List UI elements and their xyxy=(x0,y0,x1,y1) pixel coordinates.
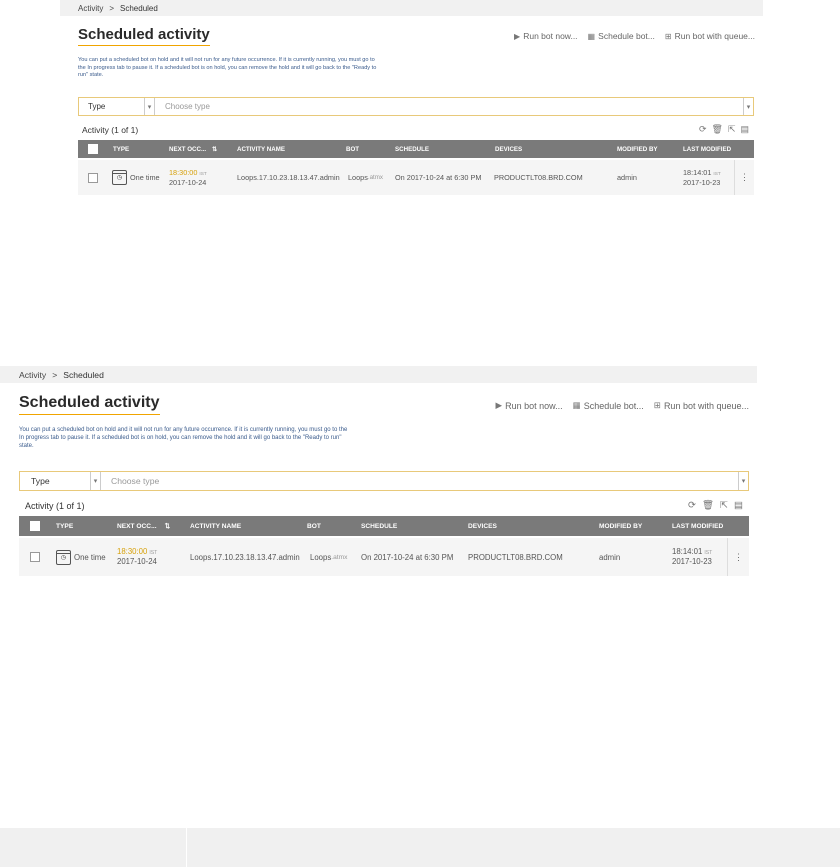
header-modified-by[interactable]: MODIFIED BY xyxy=(617,145,658,153)
row-next-occurrence xyxy=(169,160,207,195)
page-description: You can put a scheduled bot on hold and it will not run for any future occurrence. If it is currently running, you must go to the In progress tab to pause it. If a scheduled bot is on hold, you can remove the hold and it will go back to the "Ready to run" state. xyxy=(78,57,377,79)
play-icon: ▶ xyxy=(514,31,521,41)
schedule-bot-button[interactable] xyxy=(573,400,644,411)
play-icon: ▶ xyxy=(495,400,503,410)
queue-icon: ⊞ xyxy=(664,31,672,41)
bot-extension: .atmx xyxy=(331,553,348,561)
columns-icon[interactable]: ▤ xyxy=(734,500,743,511)
scheduled-activity-panel-top xyxy=(60,0,763,200)
run-bot-with-queue-label: Run bot with queue... xyxy=(663,400,749,411)
row-bot[interactable] xyxy=(310,538,347,576)
header-devices[interactable]: DEVICES xyxy=(468,522,497,530)
next-timezone: IST xyxy=(149,550,158,557)
breadcrumb-separator: > xyxy=(109,3,115,13)
row-type-label: One time xyxy=(74,552,106,562)
breadcrumb-current: Scheduled xyxy=(63,369,104,380)
row-last-modified xyxy=(672,538,712,576)
export-icon[interactable]: ⇱ xyxy=(720,500,729,511)
export-icon[interactable]: ⇱ xyxy=(727,124,736,134)
header-bot[interactable]: BOT xyxy=(307,522,321,530)
next-timezone: IST xyxy=(199,171,207,177)
type-filter xyxy=(19,471,749,491)
row-last-modified xyxy=(683,160,721,195)
run-bot-now-button[interactable] xyxy=(496,400,563,411)
select-all-checkbox[interactable] xyxy=(30,516,40,536)
bottom-bar-divider xyxy=(186,828,187,867)
breadcrumb-activity-link[interactable]: Activity xyxy=(19,369,47,380)
row-device: PRODUCTLT08.BRD.COM xyxy=(468,552,563,562)
last-timezone: IST xyxy=(704,550,713,557)
schedule-bot-button[interactable] xyxy=(588,31,655,41)
breadcrumb xyxy=(0,366,757,383)
header-schedule[interactable]: SCHEDULE xyxy=(395,145,430,153)
action-bar xyxy=(514,31,755,41)
breadcrumb xyxy=(60,0,763,16)
chevron-down-icon[interactable]: ▾ xyxy=(738,472,748,490)
type-select-label: Type xyxy=(31,476,50,486)
activity-count: Activity (1 of 1) xyxy=(25,501,85,511)
type-select[interactable] xyxy=(20,472,91,490)
refresh-icon[interactable]: ⟳ xyxy=(688,500,696,511)
header-next-label: NEXT OCC... xyxy=(117,522,157,530)
run-bot-now-button[interactable] xyxy=(514,31,578,41)
sort-icon[interactable]: ⇅ xyxy=(212,145,218,153)
header-modified-by[interactable]: MODIFIED BY xyxy=(599,522,643,530)
row-schedule: On 2017-10-24 at 6:30 PM xyxy=(395,173,482,182)
row-type-label: One time xyxy=(130,173,160,182)
table-row[interactable] xyxy=(19,538,749,576)
header-next-occurrence[interactable] xyxy=(169,140,217,158)
next-time: 18:30:00 xyxy=(117,547,148,557)
type-filter xyxy=(78,97,754,116)
type-select[interactable] xyxy=(79,98,145,115)
bot-name: Loops xyxy=(310,552,332,562)
trash-icon[interactable]: 🗑 xyxy=(711,124,723,134)
row-modified-by: admin xyxy=(599,552,621,562)
schedule-bot-label: Schedule bot... xyxy=(583,400,644,411)
scheduled-activity-panel-bottom xyxy=(0,366,757,581)
choose-type-input[interactable]: Choose type xyxy=(165,102,210,111)
table-row[interactable] xyxy=(78,160,754,195)
table-toolbar xyxy=(688,500,743,511)
page-title: Scheduled activity xyxy=(19,394,160,415)
calendar-clock-icon: ◷ xyxy=(56,550,71,565)
type-select-label: Type xyxy=(88,102,106,111)
run-bot-with-queue-label: Run bot with queue... xyxy=(674,31,755,41)
run-bot-now-label: Run bot now... xyxy=(523,31,578,41)
table-toolbar xyxy=(699,124,749,135)
page-title: Scheduled activity xyxy=(78,26,210,46)
next-date: 2017-10-24 xyxy=(117,557,157,566)
last-time: 18:14:01 xyxy=(672,547,703,557)
select-all-checkbox[interactable] xyxy=(88,140,98,158)
next-date: 2017-10-24 xyxy=(169,177,207,187)
table-header xyxy=(78,140,754,158)
table-header xyxy=(19,516,749,536)
header-activity-name[interactable]: ACTIVITY NAME xyxy=(190,522,242,530)
run-bot-with-queue-button[interactable] xyxy=(654,400,749,411)
row-menu-icon[interactable]: ⋮ xyxy=(734,160,754,195)
header-next-label: NEXT OCC... xyxy=(169,145,207,153)
header-devices[interactable]: DEVICES xyxy=(495,145,523,153)
columns-icon[interactable]: ▤ xyxy=(740,124,749,134)
bot-extension: .atmx xyxy=(367,174,384,181)
header-type[interactable]: TYPE xyxy=(113,145,130,153)
run-bot-now-label: Run bot now... xyxy=(505,400,563,411)
bot-name: Loops xyxy=(348,173,368,182)
last-date: 2017-10-23 xyxy=(672,557,712,566)
schedule-bot-label: Schedule bot... xyxy=(598,31,655,41)
last-timezone: IST xyxy=(713,171,721,177)
breadcrumb-current: Scheduled xyxy=(120,3,158,13)
next-time: 18:30:00 xyxy=(169,167,198,177)
row-next-occurrence xyxy=(117,538,157,576)
header-bot[interactable]: BOT xyxy=(346,145,360,153)
row-checkbox[interactable] xyxy=(30,538,40,576)
chevron-down-icon[interactable]: ▾ xyxy=(743,98,753,115)
chevron-down-icon[interactable]: ▾ xyxy=(91,472,101,490)
header-activity-name[interactable]: ACTIVITY NAME xyxy=(237,145,286,153)
row-checkbox[interactable] xyxy=(88,160,98,195)
row-type xyxy=(112,160,160,195)
queue-icon: ⊞ xyxy=(653,400,661,410)
run-bot-with-queue-button[interactable] xyxy=(665,31,755,41)
row-bot[interactable] xyxy=(348,160,383,195)
breadcrumb-separator: > xyxy=(52,369,58,380)
breadcrumb-activity-link[interactable]: Activity xyxy=(78,3,104,13)
row-type xyxy=(56,538,106,576)
calendar-clock-icon: ◷ xyxy=(112,170,127,185)
refresh-icon[interactable]: ⟳ xyxy=(698,124,707,134)
row-device: PRODUCTLT08.BRD.COM xyxy=(494,173,583,182)
calendar-icon: ▦ xyxy=(587,31,596,41)
action-bar xyxy=(496,400,749,411)
choose-type-input[interactable]: Choose type xyxy=(111,476,160,486)
chevron-down-icon[interactable]: ▾ xyxy=(145,98,155,115)
page-description: You can put a scheduled bot on hold and it will not run for any future occurrence. If it is currently running, you must go to the In progress tab to pause it. If a scheduled bot is on hold, you can remove the hold and it will go back to the "Ready to run" state. xyxy=(19,427,348,450)
header-schedule[interactable]: SCHEDULE xyxy=(361,522,398,530)
row-modified-by: admin xyxy=(617,173,637,182)
bottom-bar xyxy=(0,828,840,867)
last-time: 18:14:01 xyxy=(683,167,712,177)
row-activity-name: Loops.17.10.23.18.13.47.admin xyxy=(237,173,340,182)
header-last-modified[interactable]: LAST MODIFIED xyxy=(672,522,724,530)
row-activity-name: Loops.17.10.23.18.13.47.admin xyxy=(190,552,300,562)
row-menu-icon[interactable]: ⋮ xyxy=(727,538,749,576)
trash-icon[interactable]: 🗑 xyxy=(701,500,715,511)
activity-count: Activity (1 of 1) xyxy=(82,125,139,135)
header-next-occurrence[interactable] xyxy=(117,516,170,536)
sort-icon[interactable]: ⇅ xyxy=(164,523,171,530)
header-type[interactable]: TYPE xyxy=(56,522,74,530)
calendar-icon: ▦ xyxy=(572,400,581,410)
header-last-modified[interactable]: LAST MODIFIED xyxy=(683,145,732,153)
row-schedule: On 2017-10-24 at 6:30 PM xyxy=(361,552,454,562)
last-date: 2017-10-23 xyxy=(683,177,721,187)
